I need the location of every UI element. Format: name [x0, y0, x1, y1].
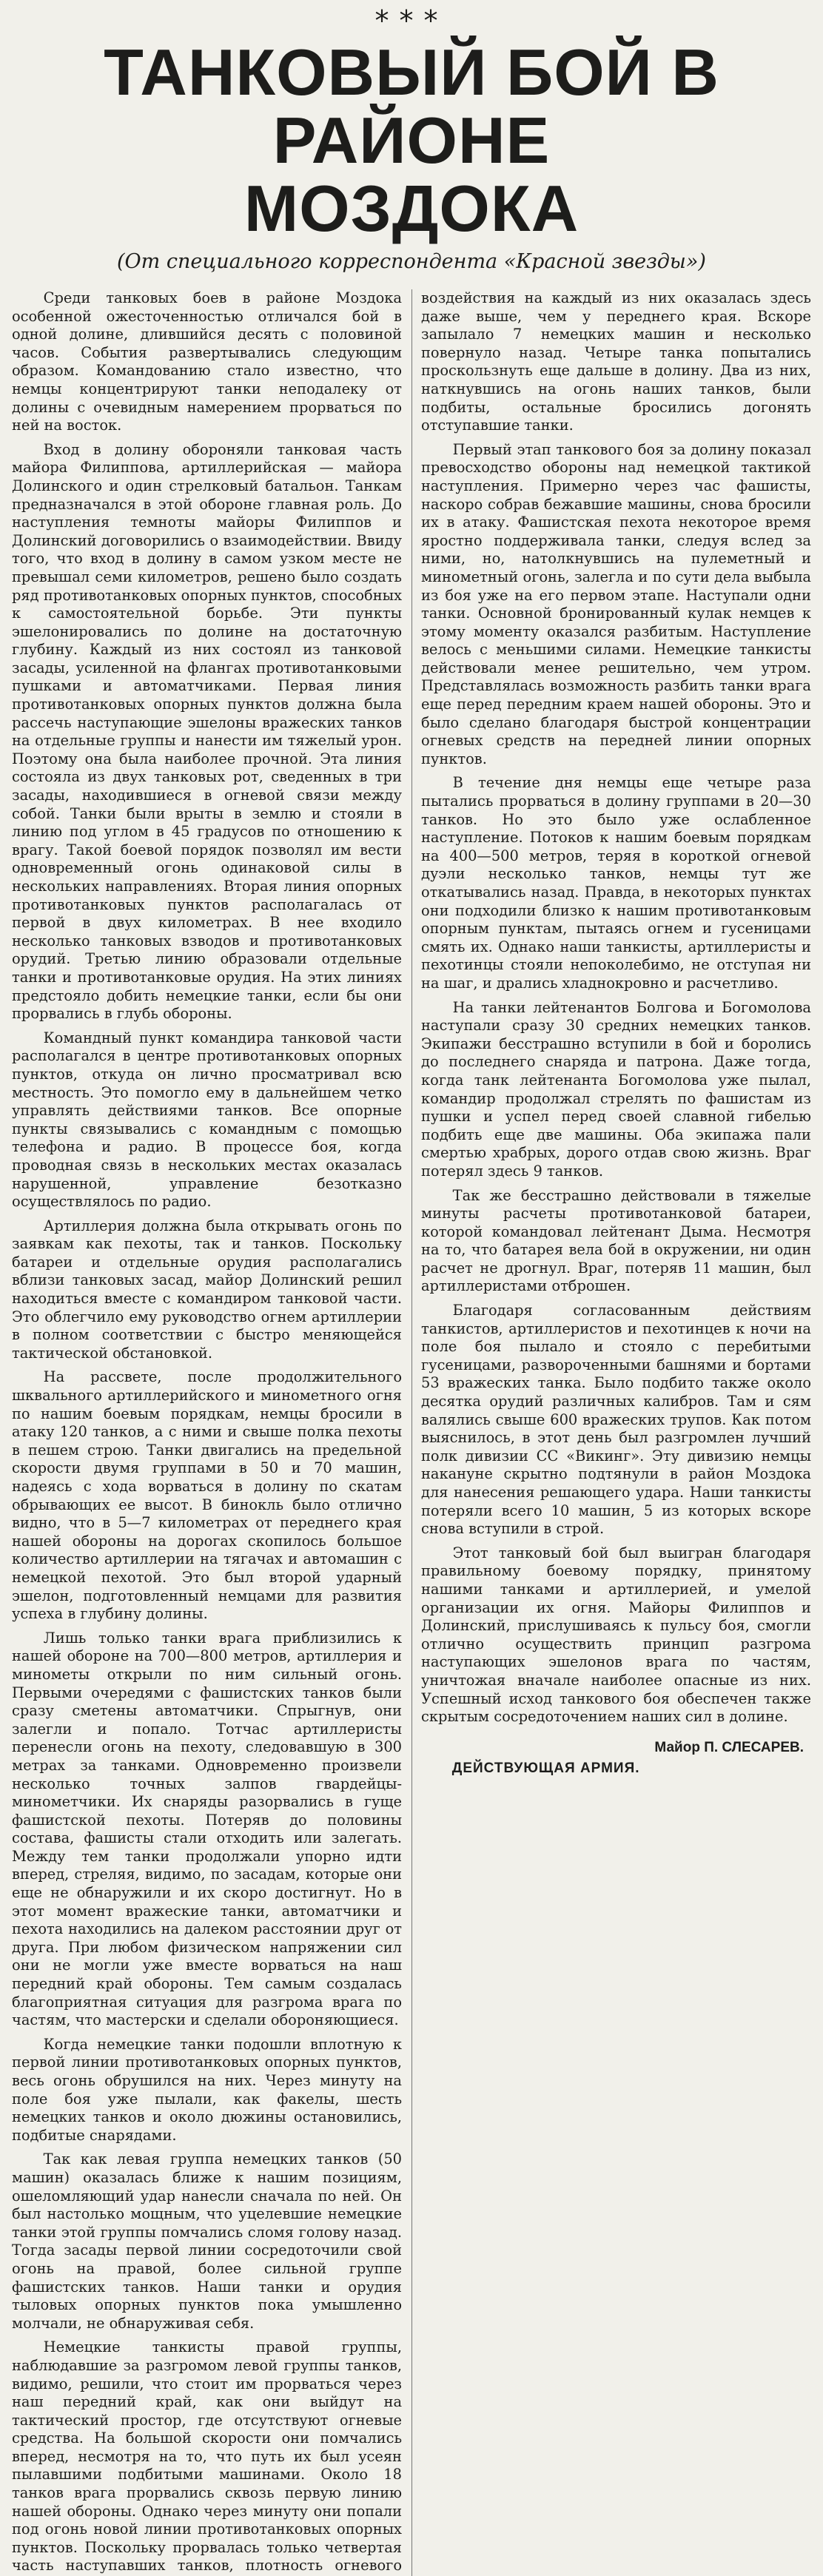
paragraph: Этот танковый бой был выигран благодаря правильному боевому порядку, принятому нашими танками и артиллерией, и умелой организации их огня. Майоры Филиппов и Долинский, прислушиваясь к пульсу боя, смогли отлично осуществить принцип разгрома наступающих эшелонов врага по частям, уничтожая вначале наиболее опасные из них. Успешный исход танкового боя обеспечен также скрытым сосредоточением наших сил в долине. — [421, 1544, 811, 1726]
paragraph: Артиллерия должна была открывать огонь по заявкам как пехоты, так и танков. Поскольку батареи и отдельные орудия располагались вблизи танковых засад, майор Долинский решил находиться вместе с командиром танковой части. Это облегчило ему руководство огнем артиллерии в полном соответствии с быстро меняющейся тактической обстановкой. — [12, 1217, 402, 1362]
paragraph: Так же бесстрашно действовали в тяжелые минуты расчеты противотанковой батареи, которой командовал лейтенант Дыма. Несмотря на то, что батарея вела бой в окружении, ни один расчет не дрогнул. Враг, потеряв 11 машин, был артиллеристами отброшен. — [421, 1186, 811, 1295]
paragraph: Командный пункт командира танковой части располагался в центре противотанковых опорных пунктов, откуда он лично просматривал всю местность. Это помогло ему в дальнейшем четко управлять действиями танков. Все опорные пункты связывались с командным с помощью телефона и радио. В процессе боя, когда проводная связь в нескольких местах оказалась нарушенной, управление безотказно осуществлялось по радио. — [12, 1029, 402, 1211]
author-signature: Майор П. СЛЕСАРЕВ. — [654, 1739, 804, 1755]
stars-ornament: *** — [374, 4, 449, 37]
title-line-2: МОЗДОКА — [243, 172, 580, 245]
paragraph: На рассвете, после продолжительного шквального артиллерийского и минометного огня по нашим боевым порядкам, немцы бросили в атаку 120 танков, а с ними и свыше полка пехоты в пешем строю. Танки двигались на предельной скорости двумя группами в 50 и 70 машин, надеясь с хода ворваться в долину по скатам обрывающих ее высот. В бинокль было отлично видно, что в 5—7 километрах от переднего края нашей обороны на дорогах скопилось большое количество артиллерии на тягачах и автомашин с немецкой пехотой. Это был второй ударный эшелон, подготовленный немцами для развития успеха в глубину долины. — [12, 1368, 402, 1623]
paragraph: Благодаря согласованным действиям танкистов, артиллеристов и пехотинцев к ночи на поле боя пылало и стояло с перебитыми гусеницами, развороченными башнями и бортами 53 вражеских танка. Было подбито также около десятка орудий различных калибров. Там и сям валялись свыше 600 вражеских трупов. Как потом выяснилось, в этот день был разгромлен лучший полк дивизии СС «Викинг». Эту дивизию немцы накануне скрытно подтянули в район Моздока для нанесения решающего удара. Наши танкисты потеряли всего 10 машин, 5 из которых вскоре снова вступили в строй. — [421, 1302, 811, 1538]
paragraph: Лишь только танки врага приблизились к нашей обороне на 700—800 метров, артиллерия и минометы открыли по ним сильный огонь. Первыми очередями с фашистских танков были сразу сметены автоматчики. Спрыгнув, они залегли и попало. Тотчас артиллеристы перенесли огонь на пехоту, следовавшую в 300 метрах за танками. Одновременно произвели несколько точных залпов гвардейцы-минометчики. Их снаряды разорвались в гуще фашистской пехоты. Потеряв до половины состава, фашисты стали отходить или залегать. Между тем танки продолжали упорно идти вперед, стреляя, видимо, по засадам, которые они еще не обнаружили и их скоро достигнут. Но в этот момент вражеские танки, автоматчики и пехота находились на далеком расстоянии друг от друга. При любом физическом напряжении сил они не могли уже вместе ворваться на наш передний край обороны. Тем самым создалась благоприятная ситуация для разгрома врага по частям, что мастерски и сделали обороняющиеся. — [12, 1629, 402, 2029]
dateline: ДЕЙСТВУЮЩАЯ АРМИЯ. — [451, 1760, 640, 1776]
paragraph: Так как левая группа немецких танков (50 машин) оказалась ближе к нашим позициям, ошеломляющий удар нанесли сначала по ней. Он был настолько мощным, что уцелевшие немецкие танки этой группы помчались сломя голову назад. Тогда засады первой линии сосредоточили свой огонь на правой, более сильной группе фашистских танков. Наши танки и орудия тыловых опорных пунктов пока умышленно молчали, не обнаруживая себя. — [12, 2150, 402, 2332]
paragraph: В течение дня немцы еще четыре раза пытались прорваться в долину группами в 20—30 танков. Но это было уже ослабленное наступление. Потоков к нашим боевым порядкам на 400—500 метров, теряя в короткой огневой дуэли несколько танков, немцы тут же откатывались назад. Правда, в некоторых пунктах они подходили близко к нашим противотанковым опорным пунктам, пытаясь огнем и гусеницами смять их. Однако наши танкисты, артиллеристы и пехотинцы стояли непоколебимо, не отступая ни на шаг, и дрались хладнокровно и расчетливо. — [421, 774, 811, 992]
article-byline: (От специального корреспондента «Красной звезды») — [117, 250, 706, 273]
article-body — [12, 289, 811, 2576]
paragraph: Немецкие танкисты правой группы, наблюдавшие за разгромом левой группы танков, видимо, решили, что стоит им прорваться через наш передний край, как они выйдут на тактический простор, где отсутствуют огневые средства. На большой скорости они помчались вперед, несмотря на то, что путь их был усеян пылавшими подбитыми машинами. Около 18 танков врага прорвались сквозь первую линию нашей обороны. Однако через минуту они попали под огонь новой линии противотанковых опорных пунктов. Поскольку прорвалась только четвертая часть наступавших танков, плотность огневого воздействия на каждый из них оказалась здесь даже выше, чем у переднего края. Вскоре запылало 7 немецких машин и несколько повернуло назад. Четыре танка попытались проскользнуть еще дальше в долину. Два из них, наткнувшись на огонь наших танков, были подбиты, остальные бросились догонять отступавшие танки. — [12, 289, 811, 2575]
paragraph: Среди танковых боев в районе Моздока особенной ожесточенностью отличался бой в одной долине, длившийся десять с половиной часов. События развертывались следующим образом. Командованию стало известно, что немцы концентрируют танки неподалеку от долины с очевидным намерением прорваться по ней на восток. — [12, 289, 402, 434]
paragraph: Первый этап танкового боя за долину показал превосходство обороны над немецкой тактикой наступления. Примерно через час фашисты, наскоро собрав бежавшие машины, снова бросили их в атаку. Фашистская пехота некоторое время яростно поддерживала танки, следуя вслед за ними, но, натолкнувшись на пулеметный и минометный огонь, залегла и по сути дела выбыла из боя уже на его первом этапе. Наступали одни танки. Основной бронированный кулак немцев к этому моменту оказался разбитым. Наступление велось с меньшими силами. Немецкие танкисты действовали менее решительно, чем утром. Представлялась возможность разбить танки врага еще перед передним краем нашей обороны. Это и было сделано благодаря быстрой концентрации огневых средств на передней линии опорных пунктов. — [421, 440, 811, 767]
title-line-1: ТАНКОВЫЙ БОЙ В РАЙОНЕ — [104, 36, 719, 177]
paragraph: Когда немецкие танки подошли вплотную к первой линии противотанковых опорных пунктов, весь огонь обрушился на них. Через минуту на поле боя уже пылали, как факелы, шесть немецких танков и около дюжины остановились, подбитые снарядами. — [12, 2035, 402, 2144]
paragraph: На танки лейтенантов Болгова и Богомолова наступали сразу 30 средних немецких танков. Экипажи бесстрашно вступили в бой и боролись до последнего снаряда и патрона. Даже тогда, когда танк лейтенанта Богомолова уже пылал, командир продолжал стрелять по фашистам из пушки и успел перед своей славной гибелью подбить еще две машины. Оба экипажа пали смертью храбрых, дорого отдав свою жизнь. Враг потерял здесь 9 танков. — [421, 998, 811, 1180]
paragraph: Вход в долину обороняли танковая часть майора Филиппова, артиллерийская — майора Долинского и один стрелковый батальон. Танкам предназначался в этой обороне главная роль. До наступления темноты майоры Филиппов и Долинский договорились о взаимодействии. Ввиду того, что вход в долину в самом узком месте не превышал семи километров, решено было создать ряд противотанковых опорных пунктов, способных к самостоятельной борьбе. Эти пункты эшелонировались по долине на достаточную глубину. Каждый из них состоял из танковой засады, усиленной на флангах противотанковыми пушками и автоматчиками. Первая линия противотанковых опорных пунктов должна была рассечь наступающие эшелоны вражеских танков на отдельные группы и нанести им тяжелый урон. Поэтому она была наиболее прочной. Эта линия состояла из двух танковых рот, сведенных в три засады, находившиеся в огневой связи между собой. Танки были врыты в землю и стояли в линию под углом в 45 градусов по отношению к врагу. Такой боевой порядок позволял им вести одновременный огонь одинаковой силы в нескольких направлениях. Вторая линия опорных противотанковых пунктов располагалась от первой в двух километрах. В нее входило несколько танковых взводов и противотанковых орудий. Третью линию образовали отдельные танки и противотанковые орудия. На этих линиях предстояло добить немецкие танки, если бы они прорвались в глубь обороны. — [12, 440, 402, 1023]
article-title — [12, 38, 811, 243]
